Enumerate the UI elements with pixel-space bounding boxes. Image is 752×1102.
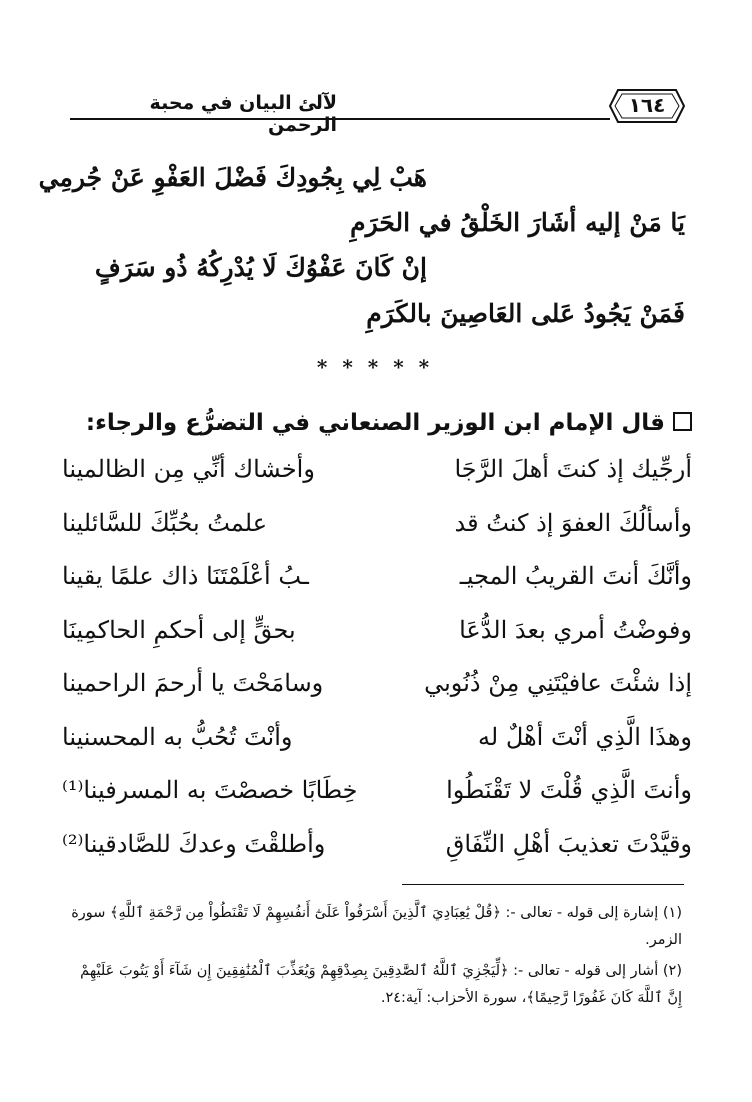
footnote-1 bbox=[62, 900, 682, 954]
poem-first-hemistich: وقيَّدْتَ تعذيبَ أهْلِ النِّفَاقِ bbox=[445, 829, 692, 858]
poem-verse bbox=[62, 562, 692, 616]
running-title: لآلئ البيان في محبة الرحمن bbox=[149, 92, 337, 136]
poem-second-hemistich: وأنْتَ تُحُبُّ به المحسنينا bbox=[62, 722, 293, 751]
poem-first-hemistich: وأنتَ الَّذِي قُلْتَ لا تَقْنَطُوا bbox=[446, 776, 692, 804]
poem bbox=[62, 455, 692, 883]
opening-verse-3: إنْ كَانَ عَفْوُكَ لَا يُدْرِكُهُ ذُو سَرَفٍ bbox=[94, 253, 427, 282]
footnote-text: إشارة إلى قوله - تعالى -: ﴿قُلْ يَٰعِبَادِيَ ٱلَّذِينَ أَسْرَفُواْ عَلَىٰٓ أَنفُسِهِمْ لَا تَقْنَطُواْ مِن رَّحْمَةِ ٱللَّهِ﴾ سورة الزمر. bbox=[71, 905, 682, 948]
poem-first-hemistich: إذا شئْتَ عافيْتَنِي مِنْ ذُنُوبي bbox=[424, 669, 692, 697]
page-number: ١٦٤ bbox=[628, 93, 666, 117]
page-number-badge bbox=[608, 86, 686, 126]
opening-verse-2: يَا مَنْ إليه أشَارَ الخَلْقُ في الحَرَمِ bbox=[350, 208, 685, 237]
footnote-text: أشار إلى قوله - تعالى -: ﴿لِّيَجْزِيَ ٱللَّهُ ٱلصَّٰدِقِينَ بِصِدْقِهِمْ وَيُعَذِّبَ ٱلْمُنَٰفِقِينَ إِن شَآءَ أَوْ يَتُوبَ عَلَيْهِمْ إِنَّ ٱللَّهَ كَانَ غَفُورًا رَّحِيمًا﴾، سورة الأحزاب: آية:٢٤. bbox=[80, 963, 682, 1006]
poem-first-hemistich: وأسألُكَ العفوَ إذ كنتُ قد bbox=[454, 508, 692, 537]
poem-verse bbox=[62, 723, 692, 777]
poem-second-hemistich: علمتُ بحُبِّكَ للسَّائلينا bbox=[62, 508, 268, 537]
poem-second-hemistich: وأطلقْتَ وعدكَ للصَّادقينا⁽²⁾ bbox=[62, 829, 326, 858]
poem-second-hemistich: ـبُ أعْلَمْتَنَا ذاك علمًا يقينا bbox=[62, 562, 309, 590]
footnote-marker: (٢) bbox=[662, 963, 682, 979]
poem-second-hemistich: وأخشاك أنِّي مِن الظالمينا bbox=[62, 455, 315, 483]
poem-second-hemistich: بحقٍّ إلى أحكمِ الحاكمِينَا bbox=[62, 615, 296, 644]
footnote-rule bbox=[402, 884, 684, 885]
header-rule bbox=[70, 118, 610, 120]
poem-verse bbox=[62, 509, 692, 563]
poem-first-hemistich: وأنَّكَ أنتَ القريبُ المجيـ bbox=[459, 562, 692, 590]
poem-first-hemistich: وهذَا الَّذِي أنْتَ أهْلٌ له bbox=[478, 722, 692, 751]
poem-verse bbox=[62, 669, 692, 723]
opening-verse-4: فَمَنْ يَجُودُ عَلى العَاصِينَ بالكَرَمِ bbox=[366, 299, 685, 328]
poem-second-hemistich: خِطَابًا خصصْتَ به المسرفينا⁽¹⁾ bbox=[62, 776, 358, 804]
opening-verse-1: هَبْ لِي بِجُودِكَ فَضْلَ العَفْوِ عَنْ جُرمِي bbox=[38, 163, 427, 192]
poem-verse bbox=[62, 830, 692, 884]
section-heading bbox=[62, 410, 692, 436]
poem-second-hemistich: وسامَحْتَ يا أرحمَ الراحمينا bbox=[62, 669, 324, 697]
poem-first-hemistich: وفوضْتُ أمري بعدَ الدُّعَا bbox=[459, 615, 692, 644]
footnote-2 bbox=[62, 958, 682, 1012]
poem-verse bbox=[62, 616, 692, 670]
poem-verse bbox=[62, 455, 692, 509]
poem-first-hemistich: أرجِّيك إذ كنتَ أهلَ الرَّجَا bbox=[454, 455, 692, 483]
section-separator: * * * * * bbox=[316, 355, 434, 379]
checkbox-bullet-icon bbox=[673, 412, 692, 431]
section-heading-text: قال الإمام ابن الوزير الصنعاني في التضرُّع والرجاء: bbox=[85, 410, 665, 436]
footnote-marker: (١) bbox=[662, 905, 682, 921]
poem-verse bbox=[62, 776, 692, 830]
